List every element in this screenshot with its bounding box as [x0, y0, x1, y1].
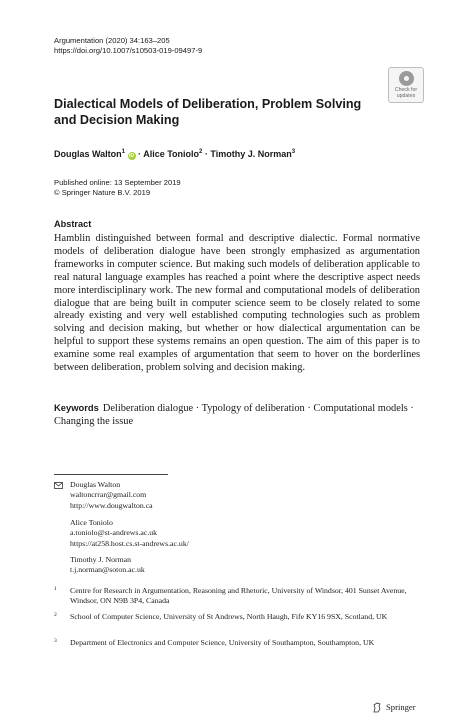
affiliation-text: Centre for Research in Argumentation, Reasoning and Rhetoric, University of Windsor, 401 Sunset Avenue, Windsor, ON N9B 3P4, Canada: [70, 586, 407, 606]
author-affiliation-sup: 3: [291, 149, 296, 155]
keywords: [54, 402, 420, 429]
contact-email[interactable]: waltoncrrar@gmail.com: [70, 490, 147, 500]
author-name[interactable]: Douglas Walton: [54, 149, 122, 159]
author-name[interactable]: Timothy J. Norman: [210, 149, 292, 159]
doi-link[interactable]: https://doi.org/10.1007/s10503-019-09497-9: [54, 46, 203, 55]
copyright: © Springer Nature B.V. 2019: [54, 188, 151, 197]
contact-name: Alice Toniolo: [70, 518, 113, 527]
contact-url[interactable]: http://www.dougwalton.ca: [70, 500, 153, 510]
contact-name: Douglas Walton: [70, 480, 121, 489]
contact-block: [70, 480, 153, 511]
springer-horse-icon: [372, 702, 382, 713]
author-separator: ·: [202, 149, 211, 159]
contact-name: Timothy J. Norman: [70, 555, 132, 564]
affiliation-number: 2: [54, 612, 57, 618]
author-affiliation-sup: 1: [121, 149, 126, 155]
keywords-label: Keywords: [54, 402, 99, 413]
author-separator: ·: [135, 149, 144, 159]
footnote-divider: [54, 474, 168, 475]
contact-url[interactable]: https://at258.host.cs.st-andrews.ac.uk/: [70, 538, 189, 548]
author-name[interactable]: Alice Toniolo: [143, 149, 200, 159]
publication-info: [54, 178, 181, 198]
affiliation-number: 3: [54, 638, 57, 644]
journal-citation: Argumentation (2020) 34:163–205: [54, 36, 170, 45]
paper-title: Dialectical Models of Deliberation, Problem Solving and Decision Making: [54, 97, 362, 127]
publisher-name: Springer: [386, 702, 416, 712]
author-list: [54, 146, 295, 160]
envelope-icon: [54, 482, 63, 489]
check-for-updates-badge[interactable]: [388, 67, 424, 103]
contact-email[interactable]: a.toniolo@st-andrews.ac.uk: [70, 528, 158, 538]
contact-email[interactable]: t.j.norman@soton.ac.uk: [70, 565, 145, 575]
contact-block: [70, 555, 145, 576]
abstract-heading: Abstract: [54, 219, 92, 229]
published-date: Published online: 13 September 2019: [54, 178, 181, 187]
contact-block: [70, 518, 189, 549]
orcid-icon[interactable]: iD: [129, 153, 135, 159]
check-updates-line2: updates: [396, 93, 416, 99]
keywords-text: Deliberation dialogue · Typology of deliberation · Computational models · Changing the issue: [54, 403, 414, 427]
check-updates-line1: Check for: [394, 87, 418, 93]
journal-header: [54, 36, 202, 56]
author-affiliation-sup: 2: [199, 149, 203, 155]
publisher-logo: [372, 702, 416, 713]
affiliation-text: School of Computer Science, University of St Andrews, North Haugh, Fife KY16 9SX, Scotland, UK: [70, 612, 388, 621]
affiliation-text: Department of Electronics and Computer Science, University of Southampton, Southampton, UK: [70, 638, 375, 647]
crossmark-icon: [399, 71, 414, 86]
affiliation-number: 1: [54, 586, 57, 592]
abstract-text: Hamblin distinguished between formal and descriptive dialectic. Formal normative models of deliberation dialogue have been strongly emphasized as argumentation frameworks in computer science. But making such models of deliberation applicable to real natural language examples has reached a point where the descriptive aspect needs more interdisciplinary work. The new formal and computational models of deliberation dialogue that are being built in computer science seem to be closely related to some already existing and very well established computing technologies such as problem solving and decision making, but whether or how dialectical argumentation can be helpful to support these systems remains an open question. The aim of this paper is to examine some real examples of argumentation that seem to hover on the borderlines between deliberation, problem solving and decision making.: [54, 233, 420, 374]
